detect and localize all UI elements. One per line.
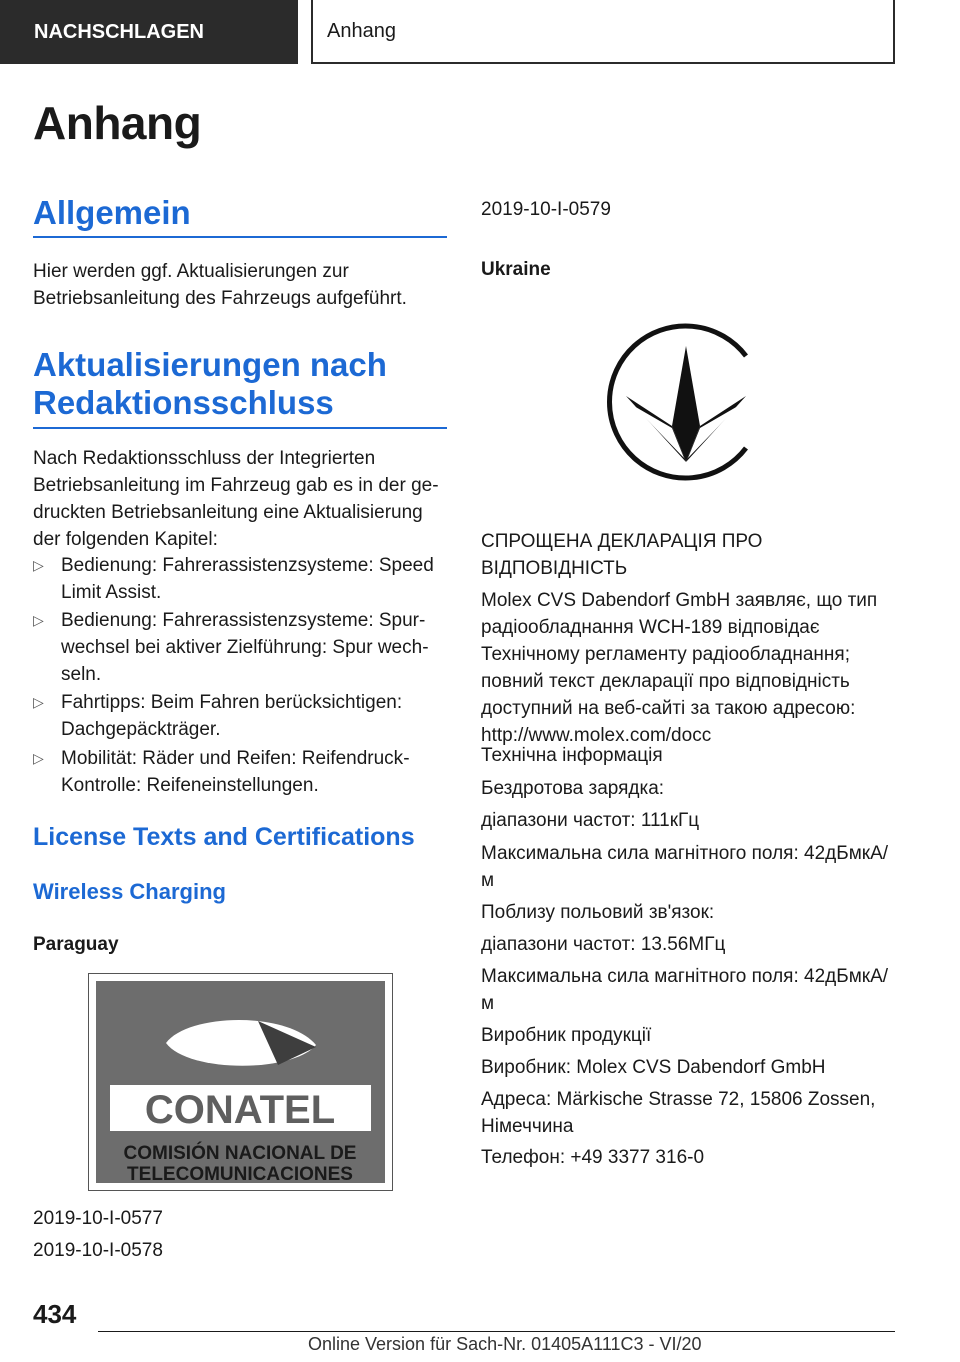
ukraine-line: Телефон: +49 3377 316-0: [481, 1147, 705, 1168]
heading-wireless-charging: Wireless Charging: [33, 879, 226, 904]
ukraine-line: Molex CVS Dabendorf GmbH заявляє, що тип радіообладнання WCH-189 відповідає Технічному регламенту радіообладнання; повний текст декларації про відповідність доступний на веб-сайті за такою адресою: http://www.molex.com/docc: [481, 590, 878, 746]
triangle-bullet-icon: ▷: [33, 694, 44, 710]
section-tab: NACHSCHLAGEN: [0, 0, 298, 64]
footer-text: Online Version für Sach-Nr. 01405A111C3 - VI/20: [308, 1334, 702, 1354]
list-item: ▷ Bedienung: Fahrerassistenzsysteme: Speed Limit Assist.: [33, 552, 447, 606]
page-number: 434: [33, 1299, 77, 1329]
ukraine-line: Виробник продукції: [481, 1025, 652, 1046]
footer-divider: [98, 1331, 895, 1332]
heading-updates: [33, 346, 447, 429]
triangle-bullet-icon: ▷: [33, 750, 44, 766]
ukraine-line: Поблизу польовий зв'язок:: [481, 902, 715, 923]
chapter-tab: Anhang: [311, 0, 895, 64]
conatel-brand: CONATEL: [144, 1088, 336, 1132]
ukraine-line: діапазони частот: 111кГц: [481, 810, 700, 831]
triangle-bullet-icon: ▷: [33, 612, 44, 628]
ukraine-line: Технічна інформація: [481, 745, 663, 766]
list-item: ▷ Fahrtipps: Beim Fahren berücksichtigen: Dachgepäckträger.: [33, 689, 447, 743]
allgemein-text: Hier werden ggf. Aktualisierungen zur Betriebsanleitung des Fahrzeugs aufgeführt.: [33, 261, 407, 309]
ukraine-line: Максимальна сила магнітного поля: 42дБмкА/м: [481, 966, 889, 1014]
ukraine-conformity-mark-icon: [596, 316, 760, 488]
paraguay-code-1: 2019-10-I-0577: [33, 1208, 163, 1229]
updates-intro: Nach Redaktionsschluss der Integrierten Betriebsanleitung im Fahrzeug gab es in der gedruckten Betriebsanleitung eine Aktualisierung der folgenden Kapitel:: [33, 448, 439, 550]
ukraine-code: 2019-10-I-0579: [481, 199, 611, 220]
conatel-logo: [88, 973, 393, 1191]
ukraine-line: Максимальна сила магнітного поля: 42дБмкА/м: [481, 843, 889, 891]
heading-allgemein: Allgemein: [33, 194, 447, 238]
ukraine-line: Адреса: Märkische Strasse 72, 15806 Zossen, Німеччина: [481, 1089, 876, 1137]
list-item: ▷ Mobilität: Räder und Reifen: ReifendruckKontrolle: Reifeneinstellungen.: [33, 745, 447, 799]
ukraine-line: Бездротова зарядка:: [481, 778, 665, 799]
ukraine-line: Виробник: Molex CVS Dabendorf GmbH: [481, 1057, 826, 1078]
heading-license: License Texts and Certifications: [33, 823, 415, 851]
heading-updates-line2: Redaktionsschluss: [33, 384, 334, 422]
ukraine-line: СПРОЩЕНА ДЕКЛАРАЦІЯ ПРО ВІДПОВІДНІСТЬ: [481, 531, 763, 579]
heading-updates-line1: Aktualisierungen nach: [33, 346, 387, 383]
conatel-line2: TELECOMUNICACIONES: [127, 1164, 353, 1185]
conatel-line1: COMISIÓN NACIONAL DE: [123, 1143, 357, 1164]
paraguay-code-2: 2019-10-I-0578: [33, 1240, 163, 1261]
ukraine-line: діапазони частот: 13.56МГц: [481, 934, 726, 955]
ukraine-label: Ukraine: [481, 259, 551, 280]
paraguay-label: Paraguay: [33, 934, 119, 955]
list-item: ▷ Bedienung: Fahrerassistenzsysteme: Spurwechsel bei aktiver Zielführung: Spur wechseln.: [33, 607, 447, 688]
page-title: Anhang: [33, 97, 202, 149]
triangle-bullet-icon: ▷: [33, 557, 44, 573]
